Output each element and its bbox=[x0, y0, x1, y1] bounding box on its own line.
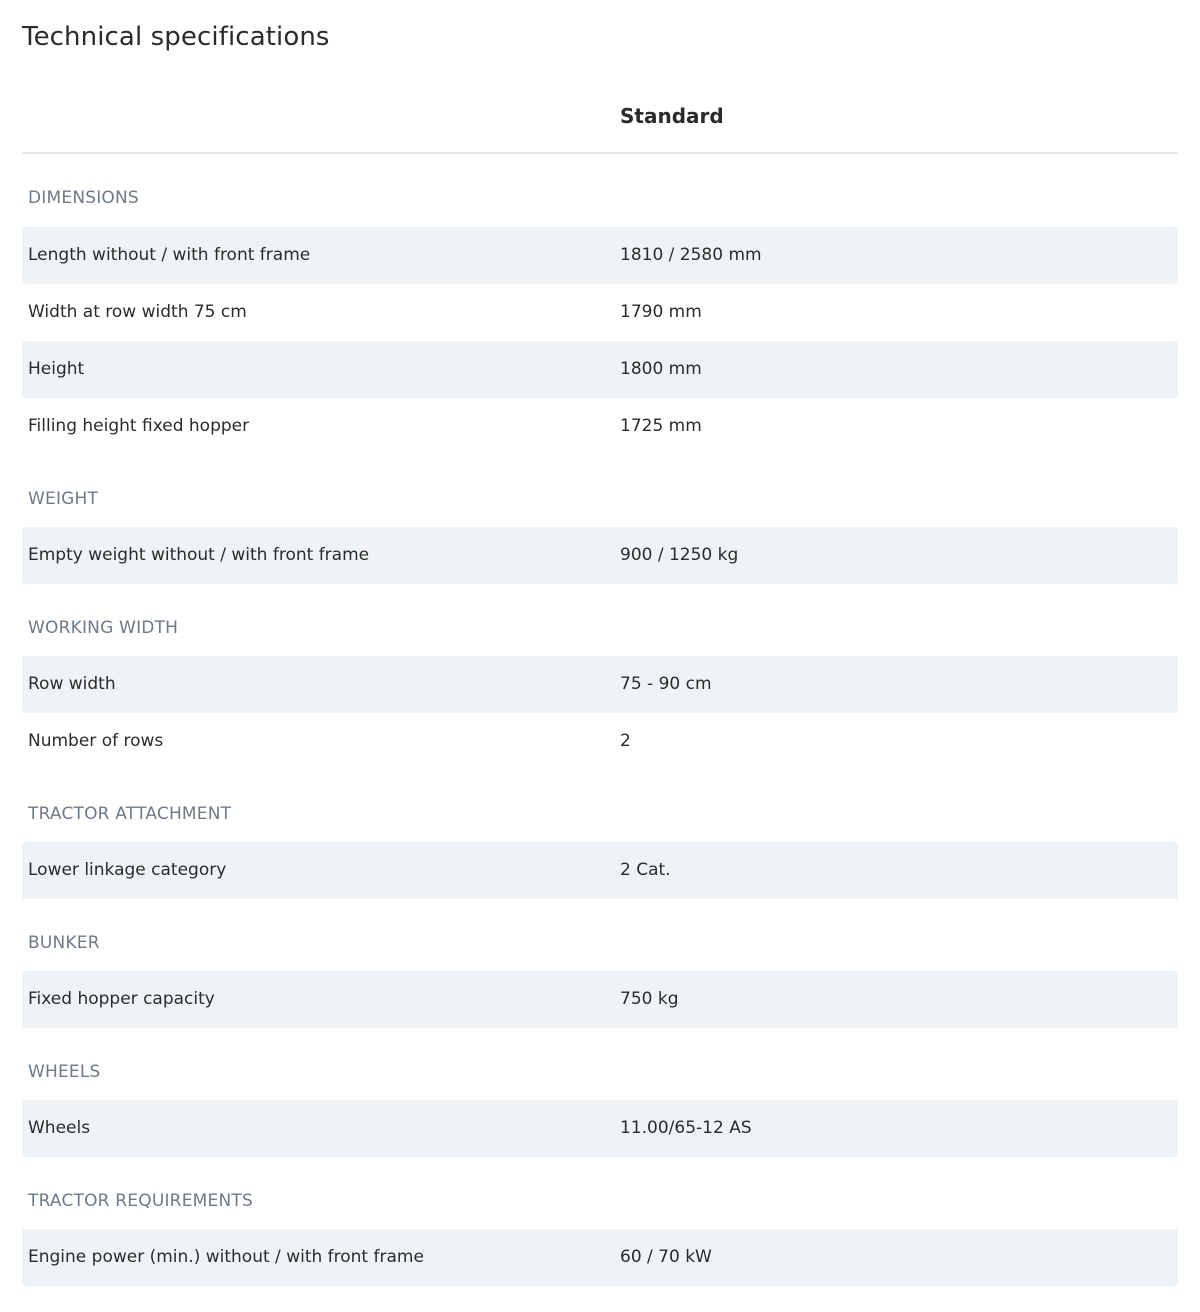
spec-label: Empty weight without / with front frame bbox=[28, 545, 370, 565]
spec-value: 75 - 90 cm bbox=[620, 674, 712, 694]
spec-row bbox=[22, 971, 1178, 1028]
spec-value: 1790 mm bbox=[620, 302, 702, 322]
spec-row bbox=[22, 398, 1178, 455]
section-title-wheels: WHEELS bbox=[28, 1062, 101, 1082]
section-title-dimensions: DIMENSIONS bbox=[28, 188, 139, 208]
spec-row bbox=[22, 1229, 1178, 1286]
spec-label: Height bbox=[28, 359, 85, 379]
spec-label: Row width bbox=[28, 674, 116, 694]
section-title-working-width: WORKING WIDTH bbox=[28, 618, 179, 638]
spec-label: Filling height fixed hopper bbox=[28, 416, 250, 436]
spec-value: 60 / 70 kW bbox=[620, 1247, 712, 1267]
spec-row bbox=[22, 527, 1178, 584]
spec-label: Length without / with front frame bbox=[28, 245, 311, 265]
spec-label: Wheels bbox=[28, 1118, 91, 1138]
spec-row bbox=[22, 227, 1178, 284]
section-title-weight: WEIGHT bbox=[28, 489, 99, 509]
spec-row bbox=[22, 341, 1178, 398]
section-title-tractor-requirements: TRACTOR REQUIREMENTS bbox=[28, 1191, 253, 1211]
spec-row bbox=[22, 656, 1178, 713]
spec-row bbox=[22, 842, 1178, 899]
spec-label: Number of rows bbox=[28, 731, 164, 751]
spec-label: Fixed hopper capacity bbox=[28, 989, 215, 1009]
spec-row bbox=[22, 284, 1178, 341]
spec-value: 900 / 1250 kg bbox=[620, 545, 739, 565]
column-header-row bbox=[22, 84, 1178, 154]
spec-row bbox=[22, 713, 1178, 770]
spec-label: Width at row width 75 cm bbox=[28, 302, 247, 322]
spec-value: 1800 mm bbox=[620, 359, 702, 379]
spec-label: Engine power (min.) without / with front frame bbox=[28, 1247, 424, 1267]
spec-value: 11.00/65-12 AS bbox=[620, 1118, 752, 1138]
column-header-standard: Standard bbox=[620, 104, 724, 128]
section-title-tractor-attachment: TRACTOR ATTACHMENT bbox=[28, 804, 232, 824]
section-title-bunker: BUNKER bbox=[28, 933, 100, 953]
spec-value: 2 bbox=[620, 731, 631, 751]
spec-table bbox=[22, 154, 1178, 1286]
spec-label: Lower linkage category bbox=[28, 860, 227, 880]
page-title: Technical specifications bbox=[22, 22, 330, 52]
spec-value: 1810 / 2580 mm bbox=[620, 245, 762, 265]
spec-value: 1725 mm bbox=[620, 416, 702, 436]
spec-row bbox=[22, 1100, 1178, 1157]
spec-value: 2 Cat. bbox=[620, 860, 671, 880]
spec-value: 750 kg bbox=[620, 989, 679, 1009]
